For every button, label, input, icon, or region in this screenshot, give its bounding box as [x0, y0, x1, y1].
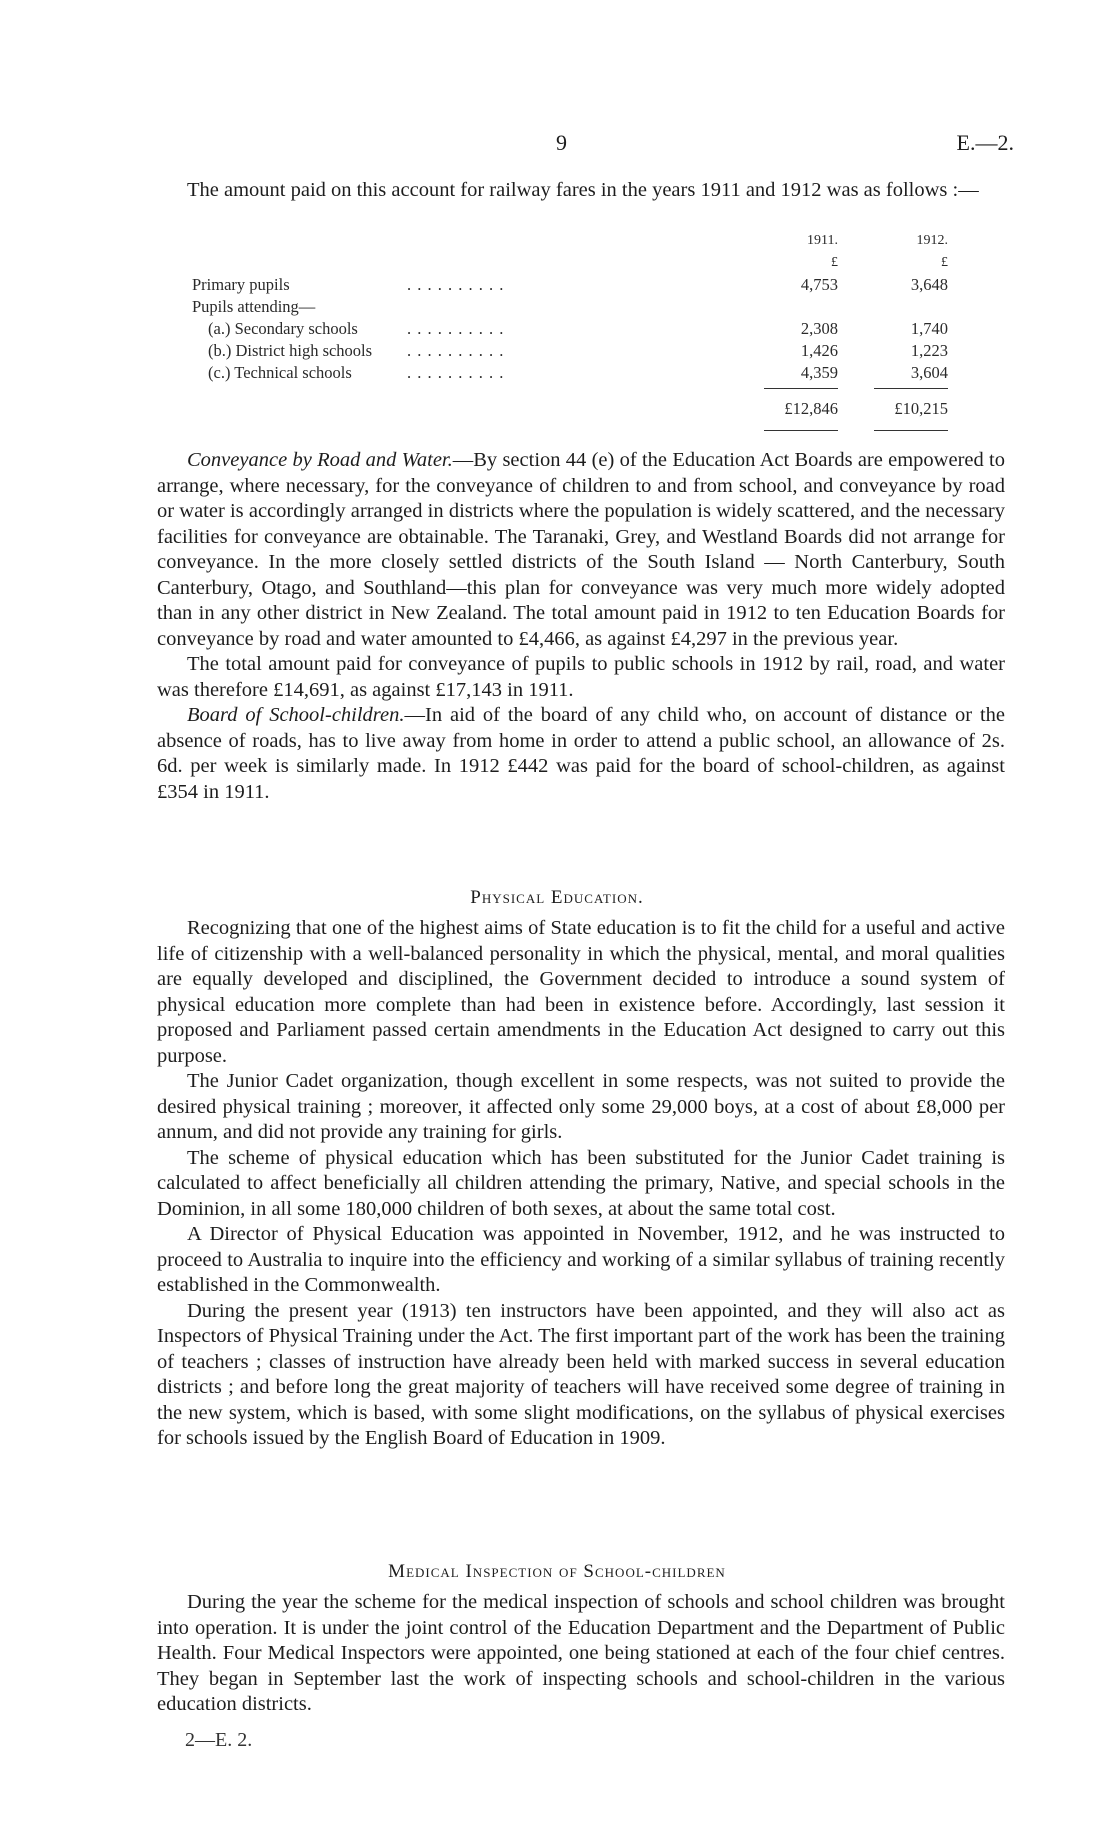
physical-education-heading: Physical Education.	[470, 887, 644, 908]
medical-inspection-section	[157, 1590, 1005, 1718]
leader-dots: . . . . . . . . . .	[407, 341, 505, 360]
intro-text: The amount paid on this account for railway fares in the years 1911 and 1912 was as follows :—	[187, 179, 979, 201]
total-rule-1911	[764, 388, 838, 389]
total-1912: £10,215	[894, 399, 948, 418]
physical-education-section	[157, 916, 1005, 1452]
conveyance-heading: Conveyance by Road and Water.	[187, 449, 453, 471]
leader-dots: . . . . . . . . . .	[407, 363, 505, 382]
row-label: Primary pupils	[192, 275, 290, 294]
table-row	[192, 274, 948, 296]
double-rule-1912	[874, 430, 948, 431]
value-1912: 1,223	[910, 341, 948, 360]
col-unit-1912: £	[941, 255, 948, 270]
col-unit-1911: £	[831, 255, 838, 270]
value-1912: 3,604	[910, 363, 948, 382]
total-rule-1912	[874, 388, 948, 389]
physical-paragraph: A Director of Physical Education was appointed in November, 1912, and he was instructed to proceed to Australia to inquire into the efficiency and working of a similar syllabus of training recently established in the Commonwealth.	[157, 1223, 1005, 1296]
row-label: Pupils attending—	[192, 297, 316, 316]
col-year-1912: 1912.	[916, 233, 948, 248]
table-header-units	[192, 252, 948, 274]
conveyance-text: —By section 44 (e) of the Education Act Boards are empowered to arrange, where necessary, for the conveyance of children to and from school, and conveyance by road or water is accordingly arranged in districts where the population is widely scattered, and the necessary facilities for conveyance are obtainable. The Taranaki, Grey, and Westland Boards did not arrange for conveyance. In the more closely settled districts of the South Island — North Canterbury, South Canterbury, Otago, and Southland—this plan for conveyance was very much more widely adopted than in any other district in New Zealand. The total amount paid in 1912 to ten Education Boards for conveyance by road and water amounted to £4,466, as against £4,297 in the previous year.	[157, 449, 1005, 650]
leader-dots: . . . . . . . . . .	[407, 319, 505, 338]
col-year-1911: 1911.	[807, 233, 838, 248]
table-row	[192, 340, 948, 362]
conveyance-section	[157, 448, 1005, 805]
value-1911: 2,308	[800, 319, 838, 338]
double-rule-1911	[764, 430, 838, 431]
table-row	[192, 362, 948, 384]
physical-paragraph: The scheme of physical education which has been substituted for the Junior Cadet training is calculated to affect beneficially all children attending the primary, Native, and special schools in the Dominion, in all some 180,000 children of both sexes, at about the same total cost.	[157, 1146, 1005, 1220]
row-label: (a.) Secondary schools	[208, 319, 358, 338]
board-text: —In aid of the board of any child who, on account of distance or the absence of roads, has to live away from home in order to attend a public school, an allowance of 2s. 6d. per week is similarly made. In 1912 £442 was paid for the board of school-children, as against £354 in 1911.	[157, 704, 1005, 803]
value-1912: 1,740	[910, 319, 948, 338]
conveyance-paragraph	[157, 448, 1005, 652]
medical-paragraph: During the year the scheme for the medical inspection of schools and school children was brought into operation. It is under the joint control of the Education Department and the Department of Public Health. Four Medical Inspectors were appointed, one being stationed at each of the four chief centres. They began in September last the work of inspecting schools and school-children in the various education districts.	[157, 1591, 1005, 1715]
medical-inspection-heading: Medical Inspection of School-children	[388, 1561, 726, 1582]
page-number: 9	[556, 130, 567, 155]
table-row	[192, 296, 942, 318]
board-paragraph	[157, 703, 1005, 805]
total-1911: £12,846	[784, 399, 838, 418]
conveyance-total-paragraph: The total amount paid for conveyance of pupils to public schools in 1912 by rail, road, and water was therefore £14,691, as against £17,143 in 1911.	[157, 653, 1005, 701]
row-label: (b.) District high schools	[208, 341, 373, 360]
table-header-years	[192, 230, 948, 252]
physical-paragraph: The Junior Cadet organization, though excellent in some respects, was not suited to provide the desired physical training ; moreover, it affected only some 29,000 boys, at a cost of about £8,000 per annum, and did not provide any training for girls.	[157, 1070, 1005, 1143]
railway-fares-table	[192, 230, 948, 420]
physical-paragraph: Recognizing that one of the highest aims of State education is to fit the child for a useful and active life of citizenship with a well-balanced personality in which the physical, mental, and moral qualities are equally developed and disciplined, the Government decided to introduce a sound system of physical education more complete than had been in existence before. Accordingly, last session it proposed and Parliament passed certain amendments in the Education Act designed to carry out this purpose.	[157, 917, 1005, 1067]
value-1912: 3,648	[910, 275, 948, 294]
board-heading: Board of School-children.	[187, 704, 405, 726]
value-1911: 4,753	[800, 275, 838, 294]
document-reference: E.—2.	[956, 130, 1014, 155]
value-1911: 4,359	[800, 363, 838, 382]
physical-paragraph: During the present year (1913) ten instructors have been appointed, and they will also act as Inspectors of Physical Training under the Act. The first important part of the work has been the training of teachers ; classes of instruction have already been held with marked success in several education districts ; and before long the great majority of teachers will have received some degree of training in the new system, which is based, with some slight modifications, on the syllabus of physical exercises for schools issued by the English Board of Education in 1909.	[157, 1299, 1005, 1449]
table-total-row	[192, 398, 948, 420]
row-label: (c.) Technical schools	[208, 363, 352, 382]
page-header	[0, 130, 1114, 160]
table-row	[192, 318, 948, 340]
leader-dots: . . . . . . . . . .	[407, 275, 505, 294]
signature-mark: 2—E. 2.	[185, 1729, 253, 1751]
value-1911: 1,426	[800, 341, 838, 360]
intro-paragraph	[157, 178, 1005, 204]
